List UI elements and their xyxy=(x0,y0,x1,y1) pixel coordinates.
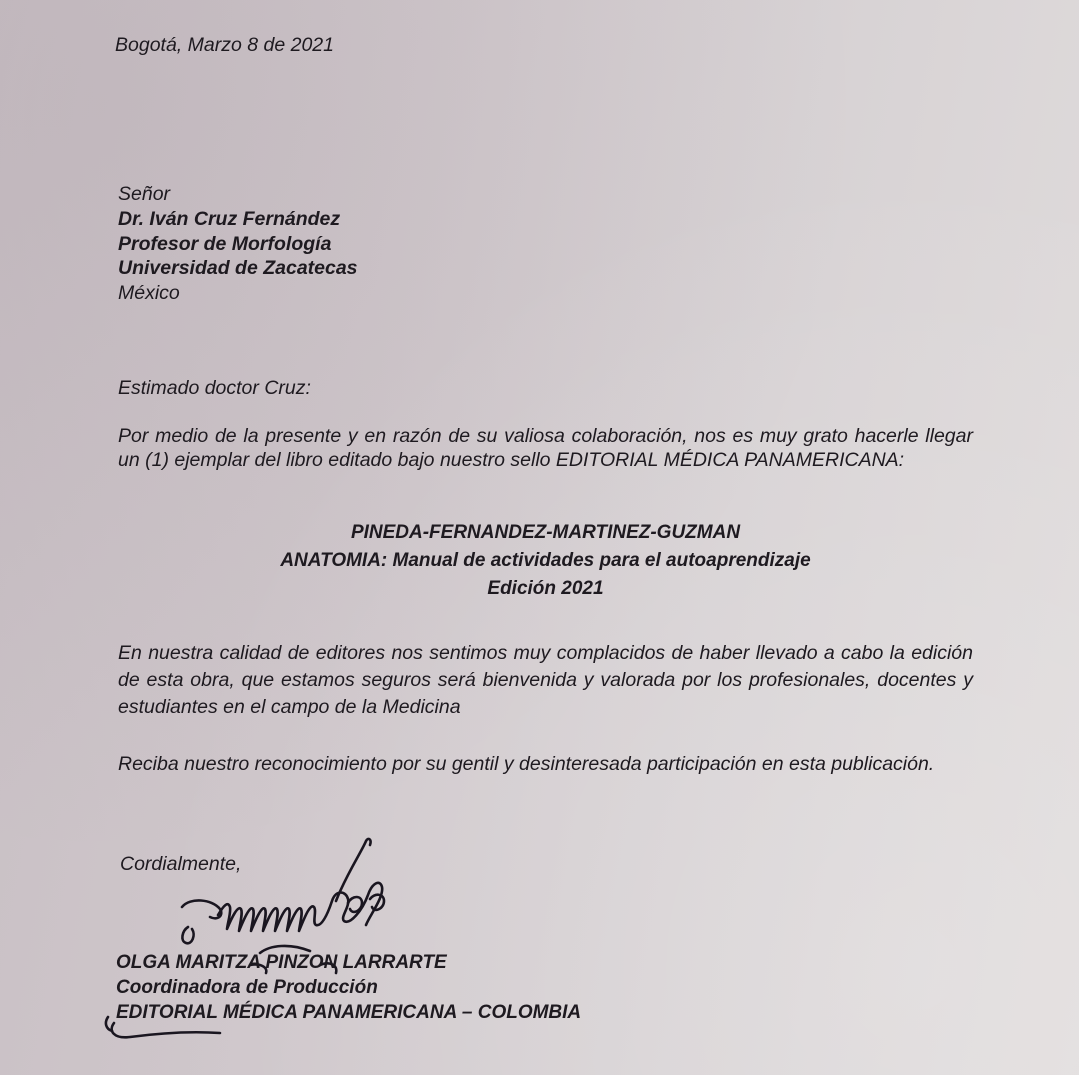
recipient-salutation-title: Señor xyxy=(118,183,171,205)
recipient-name: Dr. Iván Cruz Fernández xyxy=(118,208,341,230)
signer-role: Coordinadora de Producción xyxy=(116,977,378,998)
letter-date: Bogotá, Marzo 8 de 2021 xyxy=(115,34,334,56)
signer-organization: EDITORIAL MÉDICA PANAMERICANA – COLOMBIA xyxy=(116,1002,582,1023)
paragraph-1: Por medio de la presente y en razón de su valiosa colaboración, nos es muy grato hacerle llegar un (1) ejemplar del libro editado bajo nuestro sello EDITORIAL MÉDICA PANAMERICANA: xyxy=(118,425,973,471)
paragraph-2: En nuestra calidad de editores nos sentimos muy complacidos de haber llevado a cabo la edición de esta obra, que estamos seguros será bienvenida y valorada por los profesionales, docentes y estudiantes en el campo de la Medicina xyxy=(118,642,973,718)
recipient-position: Profesor de Morfología xyxy=(118,233,332,255)
book-authors: PINEDA-FERNANDEZ-MARTINEZ-GUZMAN xyxy=(350,522,741,543)
book-edition: Edición 2021 xyxy=(487,578,604,599)
signer-name: OLGA MARITZA PINZON LARRARTE xyxy=(116,952,447,973)
letter-closing: Cordialmente, xyxy=(120,853,242,875)
recipient-institution: Universidad de Zacatecas xyxy=(118,257,358,279)
paragraph-3: Reciba nuestro reconocimiento por su gentil y desinteresada participación en esta publicación. xyxy=(118,753,935,775)
book-title: ANATOMIA: Manual de actividades para el autoaprendizaje xyxy=(280,550,811,571)
letter-greeting: Estimado doctor Cruz: xyxy=(118,377,311,399)
recipient-country: México xyxy=(118,282,180,304)
